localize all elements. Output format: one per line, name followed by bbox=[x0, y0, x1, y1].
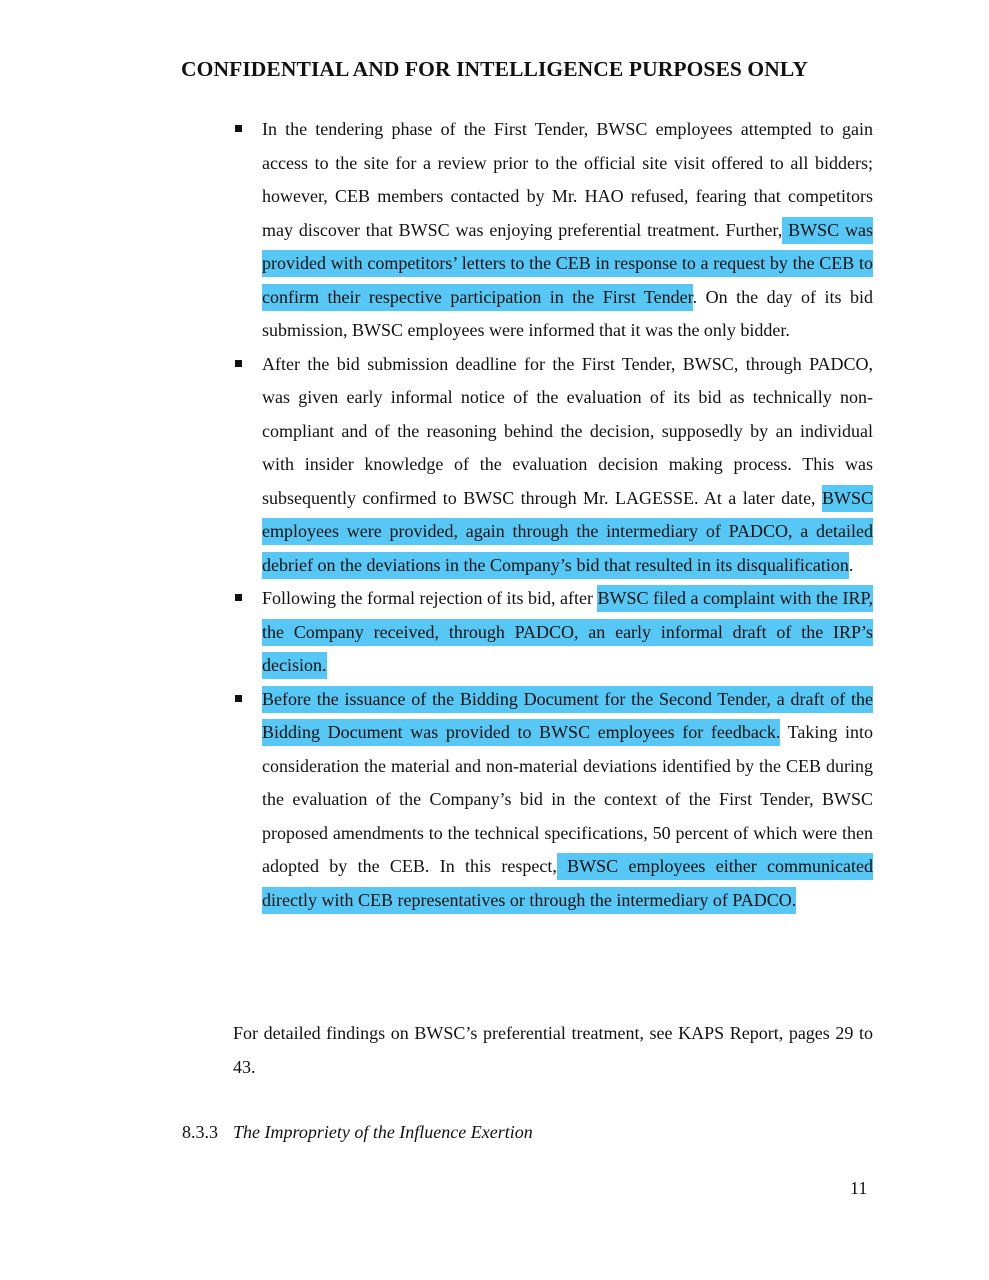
highlighted-text: BWSC was provided with competitors’ letters to the CEB in response to a request by the CEB to confirm their respective participation in the First Tender bbox=[262, 217, 873, 311]
list-item bbox=[233, 113, 878, 348]
bullet-text bbox=[262, 683, 873, 918]
text-run: Following the formal rejection of its bid, after bbox=[262, 588, 598, 608]
highlighted-text: BWSC filed a complaint with the IRP, the Company received, through PADCO, an early informal draft of the IRP’s decision. bbox=[262, 585, 873, 679]
bullet-text bbox=[262, 582, 873, 683]
confidential-header: CONFIDENTIAL AND FOR INTELLIGENCE PURPOSES ONLY bbox=[181, 57, 808, 81]
square-bullet-icon bbox=[235, 125, 242, 132]
text-run: . bbox=[848, 554, 854, 575]
square-bullet-icon bbox=[235, 695, 242, 702]
highlighted-text: BWSC employees were provided, again through the intermediary of PADCO, a detailed debrief on the deviations in the Company’s bid that resulted in its disqualification bbox=[262, 485, 873, 579]
highlighted-text: Before the issuance of the Bidding Document for the Second Tender, a draft of the Bidding Document was provided to BWSC employees for feedback. bbox=[262, 686, 873, 747]
page-number: 11 bbox=[850, 1178, 868, 1198]
list-item bbox=[233, 582, 878, 683]
text-run: Taking into consideration the material and non-material deviations identified by the CEB during the evaluation of the Company’s bid in the context of the First Tender, BWSC proposed amendments to the technical specifications, 50 percent of which were then adopted by the CEB. In this respect, bbox=[262, 722, 873, 876]
highlighted-text: BWSC employees either communicated directly with CEB representatives or through the intermediary of PADCO. bbox=[262, 853, 873, 914]
list-item bbox=[233, 683, 878, 918]
text-run: In the tendering phase of the First Tender, BWSC employees attempted to gain access to the site for a review prior to the official site visit offered to all bidders; however, CEB members contacted by Mr. HAO refused, fearing that competitors may discover that BWSC was enjoying preferential treatment. Further, bbox=[262, 119, 873, 240]
subsection-title: The Impropriety of the Influence Exertion bbox=[233, 1122, 533, 1142]
closing-paragraph: For detailed findings on BWSC’s preferential treatment, see KAPS Report, pages 29 to 43. bbox=[233, 1023, 873, 1077]
list-item bbox=[233, 348, 878, 583]
findings-list bbox=[233, 113, 878, 917]
subsection-number: 8.3.3 bbox=[182, 1122, 218, 1142]
subsection-heading bbox=[182, 1122, 533, 1143]
bullet-text bbox=[262, 348, 873, 583]
text-run: After the bid submission deadline for the First Tender, BWSC, through PADCO, was given early informal notice of the evaluation of its bid as technically non-compliant and of the reasoning behind the decision, supposedly by an individual with insider knowledge of the evaluation decision making process. This was subsequently confirmed to BWSC through Mr. LAGESSE. At a later date, bbox=[262, 353, 873, 508]
text-run: . On the day of its bid submission, BWSC employees were informed that it was the only bidder. bbox=[262, 286, 873, 340]
bullet-text bbox=[262, 113, 873, 348]
square-bullet-icon bbox=[235, 360, 242, 367]
square-bullet-icon bbox=[235, 594, 242, 601]
